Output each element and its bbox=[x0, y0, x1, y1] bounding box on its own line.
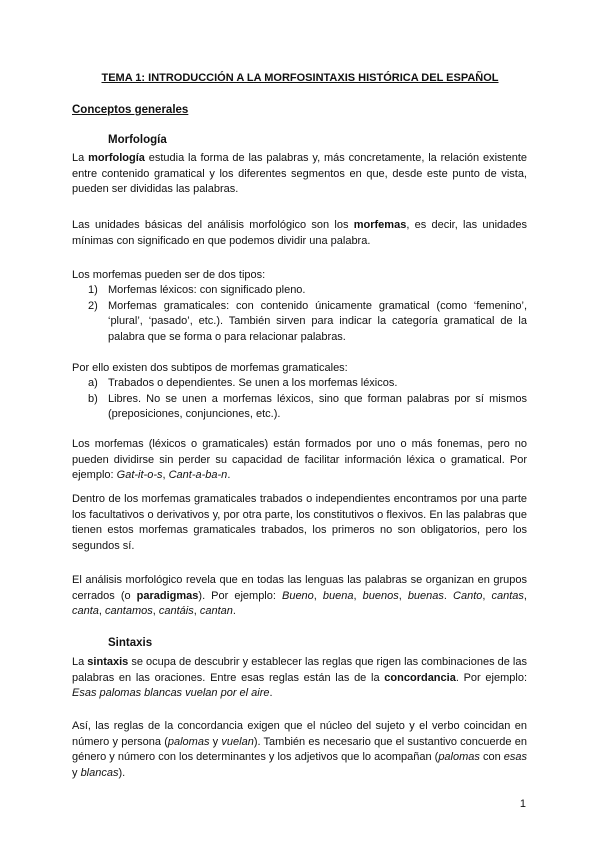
italic-example: cantamos bbox=[105, 605, 153, 617]
text-run: , bbox=[152, 605, 159, 617]
text-run: se ocupa de descubrir y establecer las reglas que rigen las combinaciones de las palabras en las oraciones. Entre esas reglas están las de la bbox=[72, 656, 527, 684]
list-item bbox=[88, 299, 527, 346]
italic-example: Canto bbox=[453, 589, 483, 602]
text-run: , bbox=[313, 589, 323, 602]
text-run: ). bbox=[118, 766, 126, 779]
italic-example: canta bbox=[72, 605, 99, 617]
text-run: Los morfemas (léxicos o gramaticales) están formados por uno o más fonemas, pero no pueden dividirse sin perder su capacidad de facilitar información léxica o gramatical. Por ejemplo: bbox=[72, 438, 527, 481]
text-run: con bbox=[479, 751, 504, 763]
text-run: , bbox=[353, 589, 363, 602]
text-run: y bbox=[209, 735, 222, 748]
italic-example: buenos bbox=[362, 589, 399, 602]
italic-example: Bueno bbox=[281, 589, 314, 602]
list-marker: 2) bbox=[88, 299, 98, 312]
paragraph bbox=[72, 719, 527, 781]
list-item-text: Trabados o dependientes. Se unen a los morfemas léxicos. bbox=[108, 377, 398, 389]
text-run: Las unidades básicas del análisis morfológico son los bbox=[72, 219, 354, 231]
text-run: . Por ejemplo: bbox=[455, 671, 527, 684]
paragraph bbox=[72, 437, 527, 484]
subheading-sintaxis: Sintaxis bbox=[108, 637, 153, 649]
list-marker: 1) bbox=[88, 284, 98, 296]
italic-example: buena bbox=[322, 589, 354, 602]
italic-example: cantáis bbox=[158, 605, 194, 617]
paragraph: Por ello existen dos subtipos de morfemas gramaticales: bbox=[72, 362, 348, 374]
text-run: . bbox=[232, 605, 236, 617]
italic-example: cantas bbox=[491, 589, 524, 602]
list-marker: a) bbox=[88, 377, 98, 389]
italic-example: Gat-it-o-s bbox=[116, 469, 163, 481]
text-run: . bbox=[443, 589, 454, 602]
italic-example: palomas bbox=[167, 735, 210, 748]
morpheme-subtypes-list bbox=[88, 376, 527, 423]
morpheme-types-list bbox=[88, 283, 527, 345]
text-run: , bbox=[398, 589, 408, 602]
paragraph bbox=[72, 655, 527, 702]
section-heading: Conceptos generales bbox=[72, 104, 189, 116]
text-run: La bbox=[72, 656, 88, 668]
text-run: , bbox=[162, 469, 169, 481]
text-run: , bbox=[98, 605, 106, 617]
document-title: TEMA 1: INTRODUCCIÓN A LA MORFOSINTAXIS HISTÓRICA DEL ESPAÑOL bbox=[101, 72, 499, 84]
text-run: , bbox=[193, 605, 200, 617]
text-run: Así, las reglas de la concordancia exigen que el núcleo del sujeto y el verbo coincidan en número y persona ( bbox=[72, 720, 527, 748]
text-run: estudia la forma de las palabras y, más concretamente, la relación existente entre contenido gramatical y los diferentes segmentos en que, desde este punto de vista, pueden ser divididas las palabras. bbox=[72, 152, 528, 195]
text-run: y bbox=[72, 766, 81, 779]
text-run: , bbox=[523, 589, 527, 602]
list-item bbox=[88, 283, 527, 299]
italic-example: vuelan bbox=[221, 735, 254, 748]
italic-example: esas bbox=[503, 751, 527, 763]
subheading-morfologia: Morfología bbox=[108, 134, 167, 146]
list-item bbox=[88, 376, 527, 392]
text-run: ). También es necesario que el sustantivo concuerde en género y número con los determinantes y los adjetivos que lo acompañan ( bbox=[72, 735, 527, 763]
paragraph: Dentro de los morfemas gramaticales trabados o independientes encontramos por una parte los facultativos o derivativos y, por otra parte, los constitutivos o flexivos. En las palabras que tienen estos morfemas gramaticales trabados, los primeros no son obligatorios, pero los segundos sí. bbox=[72, 493, 527, 552]
text-run: . bbox=[227, 469, 231, 481]
text-run: ). Por ejemplo: bbox=[198, 589, 282, 602]
bold-term: morfemas bbox=[353, 219, 407, 231]
text-run: El análisis morfológico revela que en todas las lenguas las palabras se organizan en grupos cerrados (o bbox=[72, 574, 527, 602]
text-run: La bbox=[72, 152, 89, 164]
list-item-text: Libres. No se unen a morfemas léxicos, sino que forman palabras por sí mismos (preposiciones, conjunciones, etc.). bbox=[108, 392, 527, 420]
italic-example: Cant-a-ba-n bbox=[168, 469, 228, 481]
list-item bbox=[88, 392, 527, 423]
text-run: . bbox=[269, 687, 273, 699]
bold-term: paradigmas bbox=[136, 589, 199, 602]
paragraph bbox=[72, 218, 527, 249]
page-number: 1 bbox=[519, 798, 526, 810]
text-run: , bbox=[482, 589, 492, 602]
italic-example: blancas bbox=[80, 766, 119, 779]
list-item-text: Morfemas gramaticales: con contenido únicamente gramatical (como ‘femenino’, ‘plural’, ‘pasado’, etc.). También sirven para indicar la categoría gramatical de la palabra que se forma o para relacionar palabras. bbox=[108, 299, 527, 343]
italic-example: cantan bbox=[199, 605, 233, 617]
paragraph bbox=[72, 151, 527, 198]
paragraph bbox=[72, 573, 527, 620]
paragraph: Los morfemas pueden ser de dos tipos: bbox=[72, 269, 266, 281]
list-item-text: Morfemas léxicos: con significado pleno. bbox=[108, 284, 306, 296]
italic-example: Esas palomas blancas vuelan por el aire bbox=[72, 687, 270, 699]
bold-term: concordancia bbox=[384, 671, 456, 684]
text-run: , es decir, las unidades mínimas con significado en que podemos dividir una palabra. bbox=[72, 219, 528, 247]
italic-example: palomas bbox=[438, 751, 480, 763]
bold-term: morfología bbox=[88, 152, 145, 164]
bold-term: sintaxis bbox=[87, 656, 129, 668]
italic-example: buenas bbox=[407, 589, 444, 602]
list-marker: b) bbox=[88, 392, 98, 405]
